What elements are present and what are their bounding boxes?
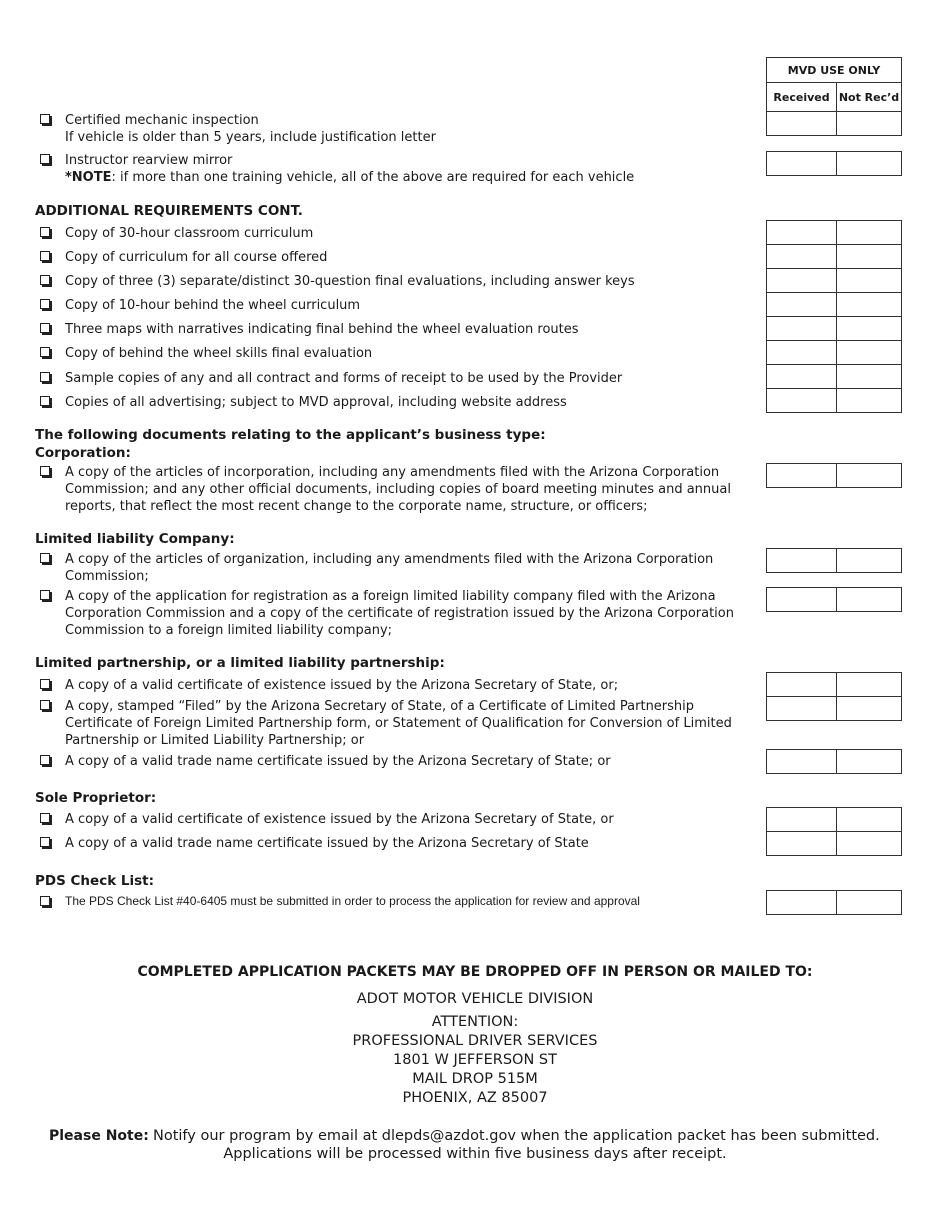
corporation-heading: Corporation: <box>35 445 131 461</box>
checkbox-sole-1[interactable] <box>40 813 50 823</box>
additional-item: Copies of all advertising; subject to MVD approval, including website address <box>65 395 567 410</box>
checkbox-corporation[interactable] <box>40 466 50 476</box>
checkbox-lp-1[interactable] <box>40 679 50 689</box>
mvd-box-lp-3[interactable] <box>766 749 902 774</box>
lp-item-3: A copy of a valid trade name certificate issued by the Arizona Secretary of State; or <box>65 754 611 769</box>
received-column-header: Received <box>767 83 837 112</box>
lp-item-2: A copy, stamped “Filed” by the Arizona Secretary of State, of a Certificate of Limited Partnership Certificate of Foreign Limited Partnership form, or Statement of Qualification for Conversion of Limited Partnership or Limited Liability Partnership; or <box>65 699 732 748</box>
checkbox-llc-1[interactable] <box>40 553 50 563</box>
mailing-line-1: ADOT MOTOR VEHICLE DIVISION <box>356 991 594 1007</box>
inspection-title: Certified mechanic inspection <box>65 113 259 128</box>
mvd-box-lp[interactable] <box>766 672 902 721</box>
checkbox-item[interactable] <box>40 275 50 285</box>
mailing-line-5: MAIL DROP 515M <box>412 1071 538 1087</box>
checkbox-inspection[interactable] <box>40 114 50 124</box>
checkbox-item[interactable] <box>40 227 50 237</box>
mailing-line-6: PHOENIX, AZ 85007 <box>402 1090 548 1106</box>
inspection-detail: If vehicle is older than 5 years, include justification letter <box>65 130 436 145</box>
checkbox-lp-3[interactable] <box>40 755 50 765</box>
checkbox-llc-2[interactable] <box>40 590 50 600</box>
checkbox-pds[interactable] <box>40 896 50 906</box>
checkbox-sole-2[interactable] <box>40 837 50 847</box>
not-received-column-header: Not Rec’d <box>837 83 902 112</box>
llc-item-1: A copy of the articles of organization, including any amendments filed with the Arizona Corporation Commission; <box>65 552 714 584</box>
sole-item-2: A copy of a valid trade name certificate issued by the Arizona Secretary of State <box>65 836 589 851</box>
mailing-line-2: ATTENTION: <box>431 1014 519 1030</box>
additional-item: Copy of three (3) separate/distinct 30-question final evaluations, including answer keys <box>65 274 635 289</box>
additional-item: Copy of 30-hour classroom curriculum <box>65 226 314 241</box>
mailing-line-3: PROFESSIONAL DRIVER SERVICES <box>352 1033 598 1049</box>
mvd-use-only-table <box>766 57 902 136</box>
checkbox-item[interactable] <box>40 396 50 406</box>
pds-heading: PDS Check List: <box>35 873 154 889</box>
pds-item: The PDS Check List #40-6405 must be submitted in order to process the application for review and approval <box>65 894 640 908</box>
additional-item: Sample copies of any and all contract and forms of receipt to be used by the Provider <box>65 371 623 386</box>
additional-item: Copy of curriculum for all course offered <box>65 250 328 265</box>
mvd-box-mirror[interactable] <box>766 151 902 176</box>
checkbox-item[interactable] <box>40 299 50 309</box>
please-note-line-2: Applications will be processed within five business days after receipt. <box>223 1146 727 1162</box>
sole-item-1: A copy of a valid certificate of existence issued by the Arizona Secretary of State, or <box>65 812 614 827</box>
mvd-box-corporation[interactable] <box>766 463 902 488</box>
lp-item-1: A copy of a valid certificate of existence issued by the Arizona Secretary of State, or; <box>65 678 619 693</box>
sole-heading: Sole Proprietor: <box>35 790 157 806</box>
mvd-box-llc-1[interactable] <box>766 548 902 573</box>
vehicle-note: *NOTE: if more than one training vehicle, all of the above are required for each vehicle <box>65 170 635 185</box>
mvd-box-llc-2[interactable] <box>766 587 902 612</box>
checkbox-lp-2[interactable] <box>40 700 50 710</box>
additional-item: Copy of behind the wheel skills final evaluation <box>65 346 373 361</box>
llc-item-2: A copy of the application for registration as a foreign limited liability company filed with the Arizona Corporation Commission and a copy of the certificate of registration issued by the Arizona Corporation Commission to a foreign limited liability company; <box>65 589 734 638</box>
additional-item: Copy of 10-hour behind the wheel curriculum <box>65 298 361 313</box>
checkbox-item[interactable] <box>40 347 50 357</box>
checkbox-item[interactable] <box>40 372 50 382</box>
checkbox-item[interactable] <box>40 323 50 333</box>
corporation-item: A copy of the articles of incorporation, including any amendments filed with the Arizona Corporation Commission; and any other official documents, including copies of board meeting minutes and annual reports, that reflect the most recent change to the corporate name, structure, or officers; <box>65 465 731 514</box>
mvd-box-sole[interactable] <box>766 807 902 856</box>
received-checkbox[interactable] <box>767 112 837 136</box>
please-note-label: Please Note: <box>49 1128 149 1144</box>
additional-item: Three maps with narratives indicating final behind the wheel evaluation routes <box>65 322 579 337</box>
mailing-heading: COMPLETED APPLICATION PACKETS MAY BE DROPPED OFF IN PERSON OR MAILED TO: <box>137 964 813 980</box>
mailing-line-4: 1801 W JEFFERSON ST <box>393 1052 557 1068</box>
mvd-box-additional[interactable] <box>766 220 902 413</box>
lp-heading: Limited partnership, or a limited liability partnership: <box>35 655 445 671</box>
please-note-line-1: Notify our program by email at dlepds@azdot.gov when the application packet has been submitted. <box>153 1128 880 1144</box>
mvd-box-pds[interactable] <box>766 890 902 915</box>
llc-heading: Limited liability Company: <box>35 531 235 547</box>
checkbox-mirror[interactable] <box>40 154 50 164</box>
additional-heading: ADDITIONAL REQUIREMENTS CONT. <box>35 203 303 219</box>
not-received-checkbox[interactable] <box>837 112 902 136</box>
mvd-use-only-title: MVD USE ONLY <box>767 58 902 83</box>
checkbox-item[interactable] <box>40 251 50 261</box>
mirror-title: Instructor rearview mirror <box>65 153 233 168</box>
business-heading: The following documents relating to the applicant’s business type: <box>35 427 546 443</box>
